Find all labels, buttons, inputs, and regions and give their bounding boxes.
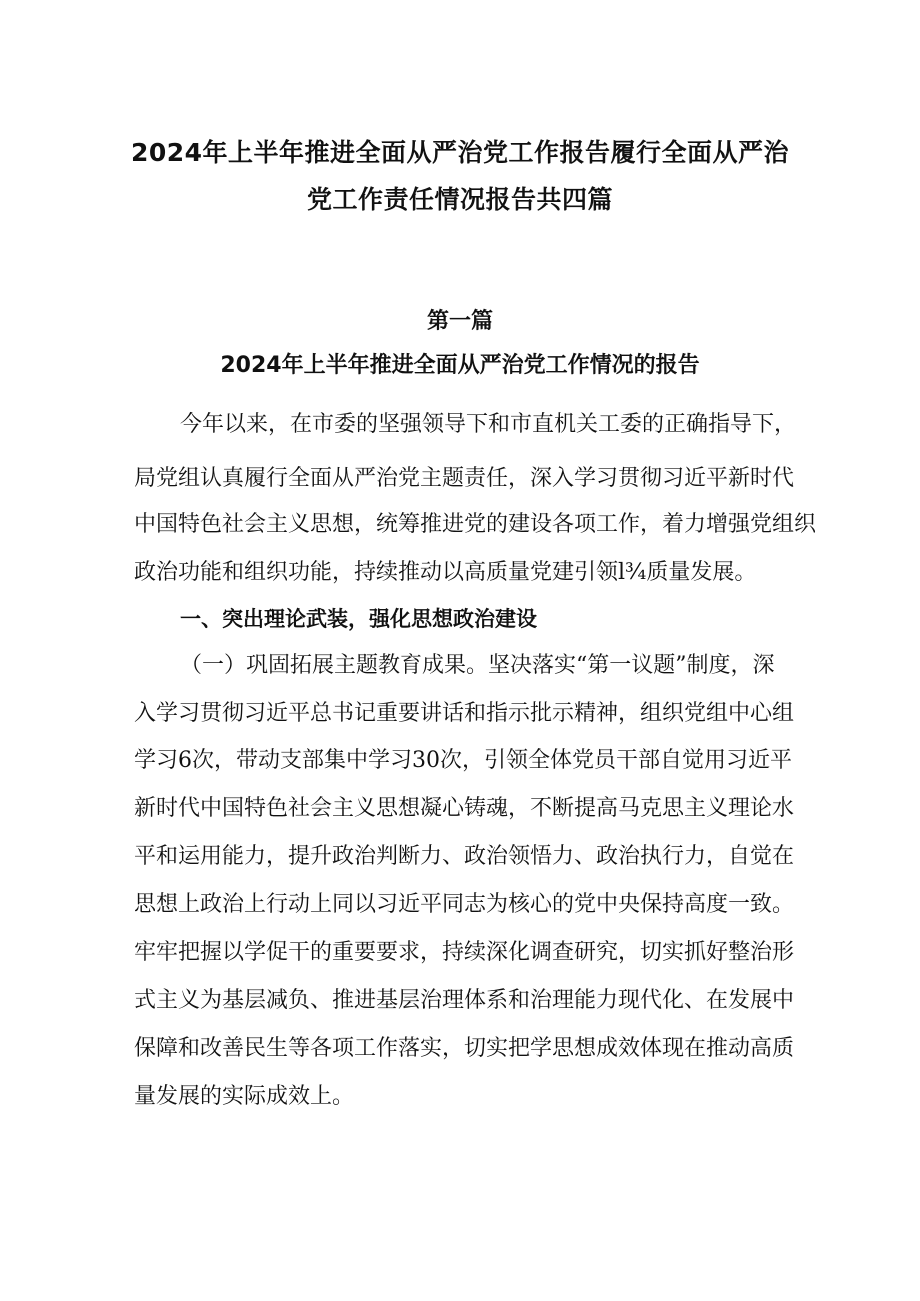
intro-line: 政治功能和组织功能，持续推动以高质量党建引领l¾质量发展。 <box>134 560 757 585</box>
paragraph-line: 式主义为基层减负、推进基层治理体系和治理能力现代化、在发展中 <box>134 988 795 1013</box>
intro-line: 今年以来，在市委的坚强领导下和市直机关工委的正确指导下， <box>180 412 797 437</box>
document-title-line-1: 2024年上半年推进全面从严治党工作报告履行全面从严治 <box>130 138 790 167</box>
paragraph-line: 量发展的实际成效上。 <box>134 1084 355 1109</box>
paragraph-line: （一）巩固拓展主题教育成果。坚决落实“第一议题”制度，深 <box>180 653 775 678</box>
paragraph-line: 保障和改善民生等各项工作落实，切实把学思想成效体现在推动高质 <box>134 1036 795 1061</box>
paragraph-line: 学习6次，带动支部集中学习30次，引领全体党员干部自觉用习近平 <box>134 748 792 773</box>
section-heading-1: 一、突出理论武装，强化思想政治建设 <box>180 607 537 631</box>
paragraph-line: 新时代中国特色社会主义思想凝心铸魂，不断提高马克思主义理论水 <box>134 796 795 821</box>
paragraph-line: 入学习贯彻习近平总书记重要讲话和指示批示精神，组织党组中心组 <box>134 701 795 726</box>
section-title: 2024年上半年推进全面从严治党工作情况的报告 <box>220 353 700 378</box>
paragraph-line: 思想上政治上行动上同以习近平同志为核心的党中央保持高度一致。 <box>134 892 795 917</box>
paragraph-line: 牢牢把握以学促干的重要要求，持续深化调查研究，切实抓好整治形 <box>134 940 795 965</box>
document-title-line-2: 党工作责任情况报告共四篇 <box>306 185 613 214</box>
intro-line: 中国特色社会主义思想，统筹推进党的建设各项工作，着力增强党组织 <box>134 512 817 537</box>
section-label: 第一篇 <box>426 309 493 334</box>
paragraph-line: 平和运用能力，提升政治判断力、政治领悟力、政治执行力，自觉在 <box>134 844 795 869</box>
intro-line: 局党组认真履行全面从严治党主题责任，深入学习贯彻习近平新时代 <box>134 466 795 491</box>
